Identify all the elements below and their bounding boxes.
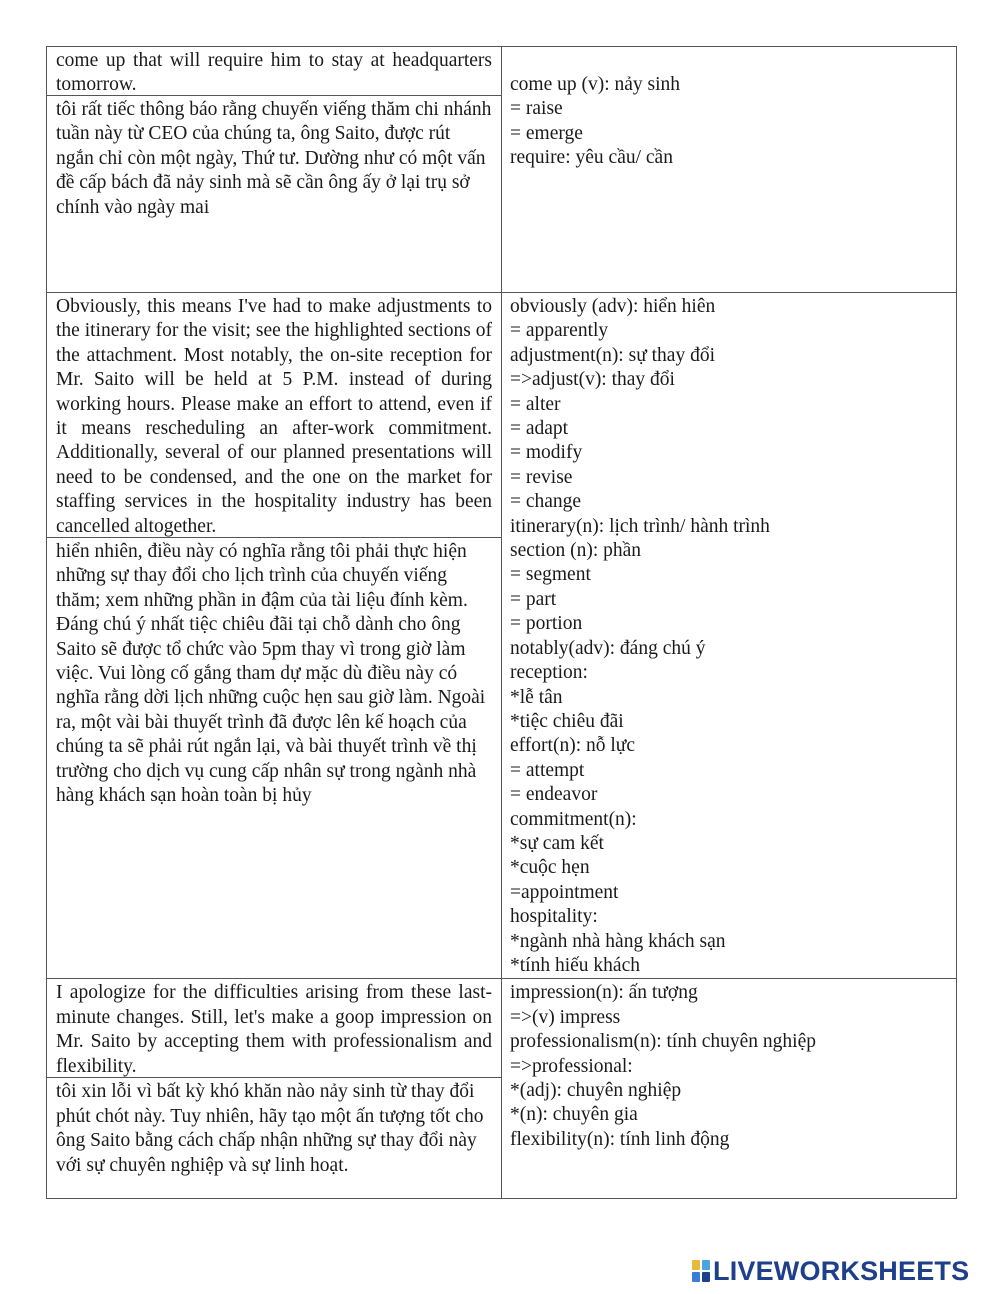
vocab-line: *cuộc hẹn — [510, 857, 590, 879]
vocab-line: = alter — [510, 393, 561, 415]
vocab-line: =>professional: — [510, 1055, 633, 1077]
vocab-line: = attempt — [510, 759, 585, 781]
logo-grid-icon — [692, 1260, 710, 1282]
vocab-line: *tính hiếu khách — [510, 954, 640, 976]
vocab-line: commitment(n): — [510, 808, 637, 830]
worksheet-table — [46, 46, 957, 1199]
vocab-line: professionalism(n): tính chuyên nghiệp — [510, 1031, 816, 1053]
table-row — [47, 979, 957, 1199]
table-row — [47, 293, 957, 979]
vocab-line: *tiệc chiêu đãi — [510, 710, 624, 732]
vocab-line: come up (v): nảy sinh — [510, 74, 681, 95]
english-text: I apologize for the difficulties arising from these last-minute changes. Still, let's make a goop impression on Mr. Saito by accepting them with professionalism and flexibility. — [47, 979, 501, 1078]
passage-cell — [47, 293, 502, 979]
vocab-list — [502, 47, 956, 171]
vocab-line: = portion — [510, 613, 583, 635]
vocab-line: = revise — [510, 466, 573, 488]
vocab-line: = part — [510, 588, 557, 610]
vocab-line: reception: — [510, 662, 588, 684]
vocab-line: *sự cam kết — [510, 832, 604, 854]
english-text: come up that will require him to stay at headquarters tomorrow. — [47, 47, 501, 96]
vocab-line: notably(adv): đáng chú ý — [510, 637, 706, 659]
vocab-line: = change — [510, 491, 582, 513]
vocab-list — [502, 293, 956, 978]
logo-square — [692, 1272, 700, 1282]
passage-cell — [47, 47, 502, 293]
vocab-line: flexibility(n): tính linh động — [510, 1128, 730, 1150]
english-text: Obviously, this means I've had to make adjustments to the itinerary for the visit; see the highlighted sections of the attachment. Most notably, the on-site reception for Mr. Saito will be held at 5 P.M. instead of during working hours. Please make an effort to attend, even if it means rescheduling an after-work commitment. Additionally, several of our planned presentations will need to be condensed, and the one on the market for staffing services in the hospitality industry has been cancelled altogether. — [47, 293, 501, 538]
vocab-line: *(adj): chuyên nghiệp — [510, 1080, 682, 1101]
logo-square — [692, 1260, 700, 1270]
vocab-line: = raise — [510, 98, 563, 120]
logo-square — [702, 1260, 710, 1270]
vocab-cell — [502, 293, 957, 979]
table-row — [47, 47, 957, 293]
logo-text: LIVEWORKSHEETS — [713, 1255, 970, 1286]
vocab-cell — [502, 979, 957, 1199]
vocab-line: itinerary(n): lịch trình/ hành trình — [510, 515, 770, 537]
liveworksheets-logo[interactable] — [692, 1257, 969, 1285]
vocab-line: = apparently — [510, 320, 609, 342]
vocab-line: *lễ tân — [510, 686, 563, 708]
logo-square — [702, 1272, 710, 1282]
vocab-list — [502, 979, 956, 1152]
vocab-line: = emerge — [510, 122, 583, 144]
vietnamese-text: tôi xin lỗi vì bất kỳ khó khăn nào nảy sinh từ thay đổi phút chót này. Tuy nhiên, hãy tạo một ấn tượng tốt cho ông Saito bằng cách chấp nhận những sự thay đổi này với sự chuyên nghiệp và sự linh hoạt. — [56, 1081, 484, 1176]
vocab-line: *(n): chuyên gia — [510, 1104, 638, 1126]
vocab-line: *ngành nhà hàng khách sạn — [510, 930, 726, 952]
vocab-line: = segment — [510, 564, 591, 586]
vocab-line: = adapt — [510, 418, 569, 440]
vocab-line: effort(n): nỗ lực — [510, 735, 635, 757]
passage-cell — [47, 979, 502, 1199]
vocab-line: section (n): phần — [510, 540, 642, 562]
vietnamese-text: tôi rất tiếc thông báo rằng chuyến viếng thăm chi nhánh tuần này từ CEO của chúng ta, ông Saito, được rút ngắn chỉ còn một ngày, Thứ tư. Dường như có một vấn đề cấp bách đã nảy sinh mà sẽ cần ông ấy ở lại trụ sở chính vào ngày mai — [56, 99, 492, 218]
vocab-cell — [502, 47, 957, 293]
vocab-line: =appointment — [510, 881, 619, 903]
vocab-line: impression(n): ấn tượng — [510, 982, 698, 1004]
vietnamese-text: hiển nhiên, điều này có nghĩa rằng tôi phải thực hiện những sự thay đổi cho lịch trình của chuyến viếng thăm; xem những phần in đậm của tài liệu đính kèm. Đáng chú ý nhất tiệc chiêu đãi tại chỗ dành cho ông Saito sẽ được tổ chức vào 5pm thay vì trong giờ làm việc. Vui lòng cố gắng tham dự mặc dù điều này có nghĩa rằng dời lịch những cuộc hẹn sau giờ làm. Ngoài ra, một vài bài thuyết trình đã được lên kế hoạch của chúng ta sẽ phải rút ngắn lại, và bài thuyết trình về thị trường cho dịch vụ cung cấp nhân sự trong ngành nhà hàng khách sạn hoàn toàn bị hủy — [56, 541, 486, 807]
vocab-line: =>adjust(v): thay đổi — [510, 369, 675, 391]
vocab-line: obviously (adv): hiển hiên — [510, 296, 716, 317]
vocab-line: adjustment(n): sự thay đổi — [510, 344, 715, 366]
vocab-line: hospitality: — [510, 906, 598, 928]
vocab-line: = modify — [510, 442, 583, 464]
vocab-line: require: yêu cầu/ cần — [510, 147, 673, 169]
vocab-line: =>(v) impress — [510, 1006, 621, 1028]
vocab-line: = endeavor — [510, 784, 598, 806]
